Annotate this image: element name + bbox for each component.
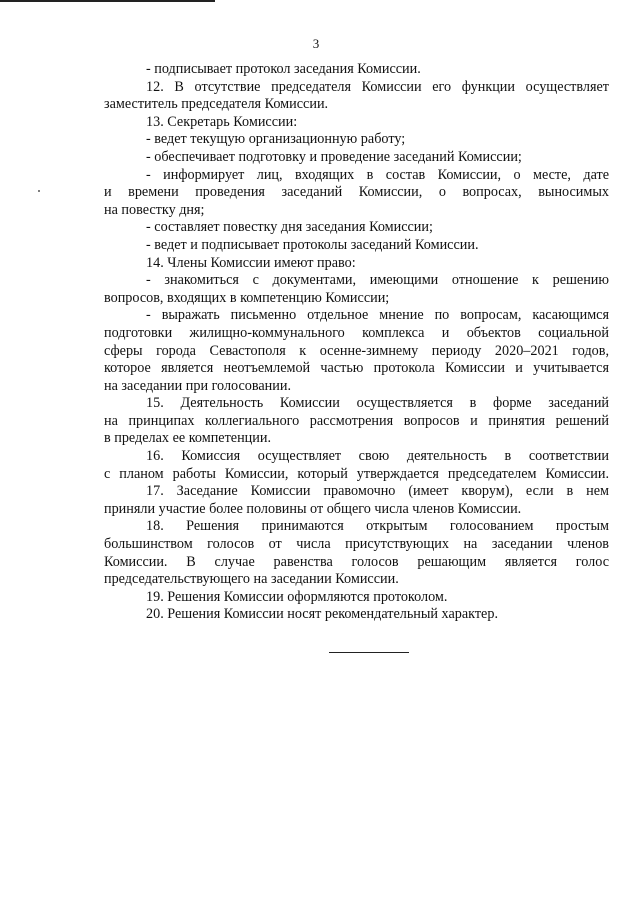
text-line: заместитель председателя Комиссии. [104,96,329,113]
text-line: 13. Секретарь Комиссии: [146,113,298,130]
text-line: - подписывает протокол заседания Комиссии. [146,61,421,77]
text-line: - знакомиться с документами, имеющими отношение к решению [146,272,609,289]
text-line: - обеспечивает подготовку и проведение заседаний Комиссии; [146,148,522,165]
text-line: и времени проведения заседаний Комиссии, о вопросах, выносимых [104,184,609,201]
text-line: приняли участие более половины от общего числа членов Комиссии. [104,500,522,517]
text-line: - ведет текущую организационную работу; [146,131,406,148]
text-line: 15. Деятельность Комиссии осуществляется в форме заседаний [146,395,609,412]
text-line: - ведет и подписывает протоколы заседаний Комиссии. [146,236,479,253]
text-line: на заседании при голосовании. [104,377,292,394]
text-line: 18. Решения принимаются открытым голосованием простым [146,518,609,535]
text-line: 20. Решения Комиссии носят рекомендательный характер. [146,606,498,623]
text-line: - информирует лиц, входящих в состав Комиссии, о месте, дате [146,166,609,183]
end-separator-line [329,652,409,653]
scan-speck [38,190,40,192]
page-number: 3 [312,36,320,51]
text-line: которое является неотъемлемой частью протокола Комиссии и учитывается [104,360,609,377]
text-line: в пределах ее компетенции. [104,430,271,447]
text-line: 17. Заседание Комиссии правомочно (имеет кворум), если в нем [146,483,609,500]
text-line: Комиссии. В случае равенства голосов решающим является голос [104,553,609,570]
document-body [104,61,609,624]
text-line: 16. Комиссия осуществляет свою деятельность в соответствии [146,448,609,465]
text-line: председательствующего на заседании Комиссии. [104,571,399,588]
text-line: - выражать письменно отдельное мнение по вопросам, касающимся [146,307,609,324]
text-line: с планом работы Комиссии, который утверждается председателем Комиссии. [104,465,609,482]
text-line: на принципах коллегиального рассмотрения вопросов и принятия решений [104,412,609,429]
text-line: - составляет повестку дня заседания Комиссии; [146,219,433,236]
text-line: 19. Решения Комиссии оформляются протоколом. [146,588,448,605]
text-line: на повестку дня; [104,201,205,218]
scan-edge-line [0,0,215,2]
text-line: сферы города Севастополя к осенне-зимнему периоду 2020–2021 годов, [104,342,609,359]
text-line: 12. В отсутствие председателя Комиссии его функции осуществляет [146,78,609,95]
text-line: подготовки жилищно-коммунального комплекса и объектов социальной [104,324,609,341]
text-line: большинством голосов от числа присутствующих на заседании членов [104,536,609,553]
text-line: вопросов, входящих в компетенцию Комиссии; [104,289,390,306]
text-line: 14. Члены Комиссии имеют право: [146,254,356,271]
